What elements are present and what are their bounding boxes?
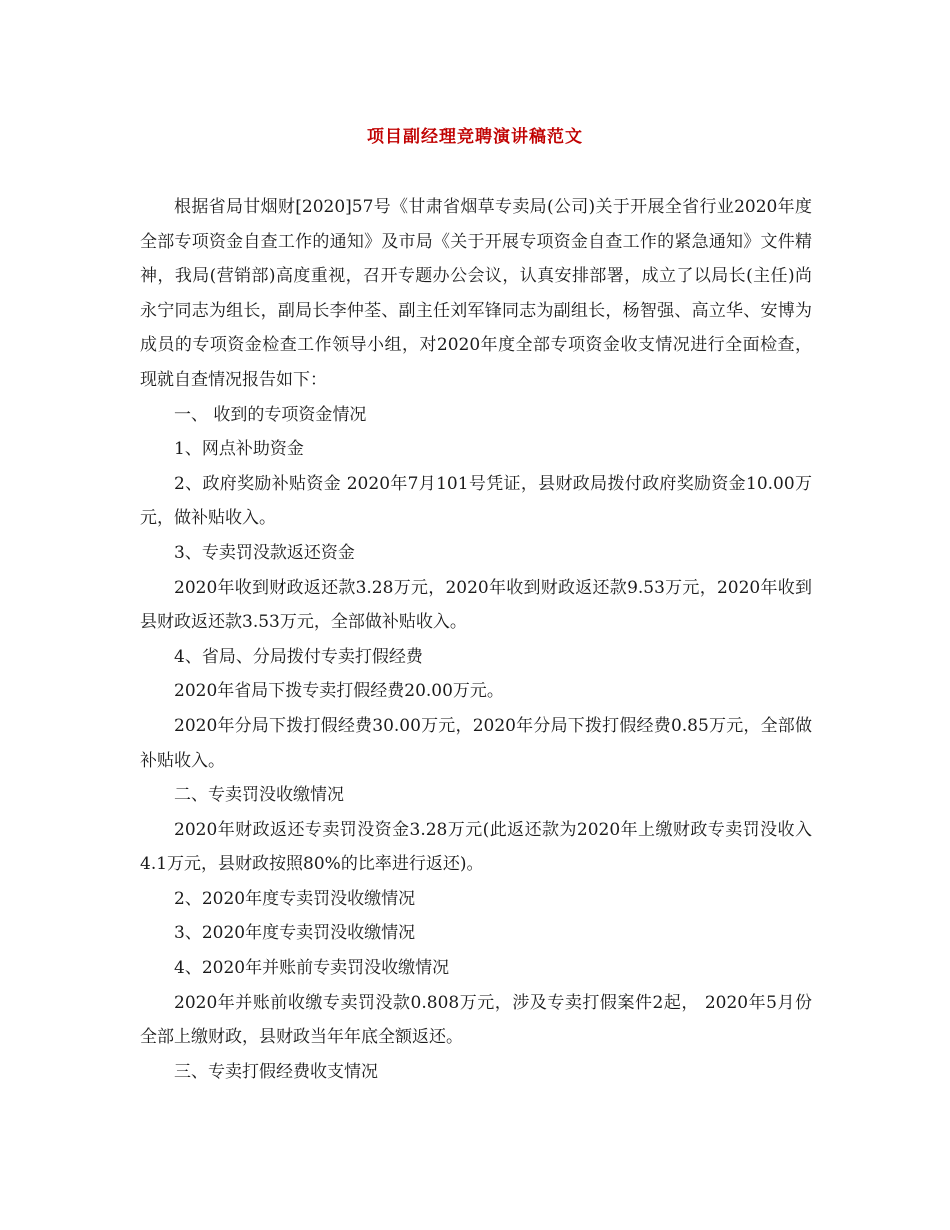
- section-heading-1: 一、 收到的专项资金情况: [174, 404, 367, 425]
- list-item: 1、网点补助资金: [174, 439, 304, 460]
- section-heading-2: 二、专卖罚没收缴情况: [174, 785, 344, 806]
- paragraph: 2020年收到财政返还款3.28万元，2020年收到财政返还款9.53万元，2020年收到县财政返还款3.53万元，全部做补贴收入。: [140, 577, 812, 633]
- paragraph: 2020年分局下拨打假经费30.00万元，2020年分局下拨打假经费0.85万元，全部做补贴收入。: [140, 715, 812, 771]
- list-item: 4、2020年并账前专卖罚没收缴情况: [174, 958, 450, 979]
- paragraph: 2020年省局下拨专卖打假经费20.00万元。: [174, 681, 504, 702]
- paragraph: 2020年财政返还专卖罚没资金3.28万元(此返还款为2020年上缴财政专卖罚没收入4.1万元，县财政按照80%的比率进行返还)。: [140, 819, 812, 875]
- paragraph-intro: 根据省局甘烟财[2020]57号《甘肃省烟草专卖局(公司)关于开展全省行业2020年度全部专项资金自查工作的通知》及市局《关于开展专项资金自查工作的紧急通知》文件精神，我局(营销部)高度重视，召开专题办公会议，认真安排部署，成立了以局长(主任)尚永宁同志为组长，副局长李仲荃、副主任刘军锋同志为副组长，杨智强、高立华、安博为成员的专项资金检查工作领导小组，对2020年度全部专项资金收支情况进行全面检查，现就自查情况报告如下：: [140, 197, 812, 390]
- list-item: 3、专卖罚没款返还资金: [174, 542, 355, 563]
- list-item: 2、政府奖励补贴资金 2020年7月101号凭证，县财政局拨付政府奖励资金10.00万元，做补贴收入。: [140, 473, 812, 529]
- list-item: 3、2020年度专卖罚没收缴情况: [174, 923, 416, 944]
- document-title: 项目副经理竞聘演讲稿范文: [367, 127, 583, 147]
- list-item: 2、2020年度专卖罚没收缴情况: [174, 888, 416, 909]
- paragraph: 2020年并账前收缴专卖罚没款0.808万元，涉及专卖打假案件2起， 2020年5月份全部上缴财政，县财政当年年底全额返还。: [140, 992, 812, 1048]
- document-body: [140, 190, 812, 1089]
- list-item: 4、省局、分局拨付专卖打假经费: [174, 646, 423, 667]
- section-heading-3: 三、专卖打假经费收支情况: [174, 1061, 378, 1082]
